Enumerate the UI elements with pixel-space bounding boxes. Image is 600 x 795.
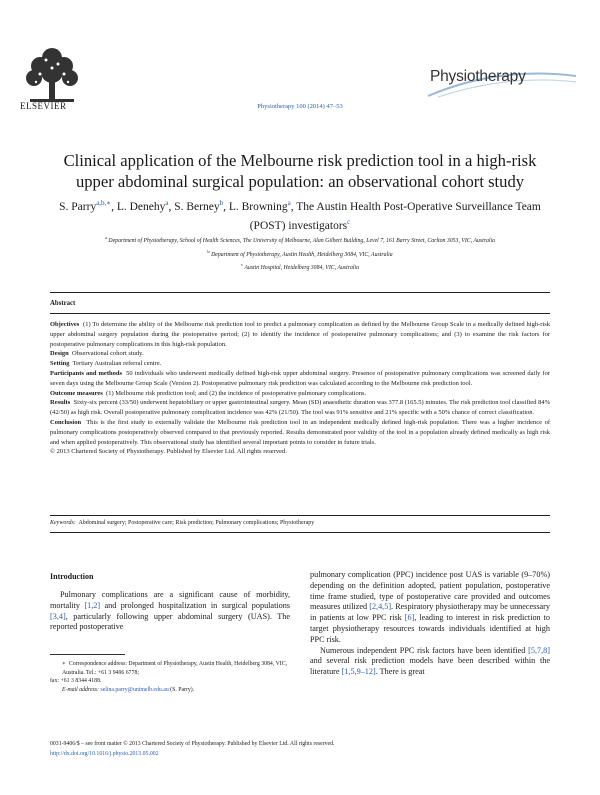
keywords: Keywords: Abdominal surgery; Postoperative care; Risk prediction; Pulmonary complications; Physiotherapy [50,520,315,526]
citation-link[interactable]: [5,7,8] [528,645,550,655]
intro-left-column: Pulmonary complications are a significant cause of morbidity, mortality [1,2] and prolonged hospitalization in surgical populations [3,4], particularly following upper abdominal surgery (UAS). The reported postoperative [50,590,290,632]
abstract-outcomes: Outcome measures (1) Melbourne risk prediction tool; and (2) the incidence of postoperative pulmonary complications. [50,389,367,397]
keywords-bottom-rule [50,532,550,533]
affiliation-c: $^c$ Austin Hospital, Heidelberg 3084, VIC, Australia [240,262,359,271]
author-name: L. Browning [228,200,288,213]
affiliation-b: $^b$ Department of Physiotherapy, Austin Health, Heidelberg 3084, VIC, Australia [207,248,393,258]
abstract-participants: Participants and methods 50 individuals who underwent medically defined high-risk upper abdominal surgery. Presence of postoperative pulmonary complications was screened daily for seven days using the Melbourne Group Scale (Version 2). Postoperative pulmonary risk prediction was calculated according to the Melbourne risk prediction tool. [50,369,551,387]
abstract-objectives: Objectives (1) To determine the ability of the Melbourne risk prediction tool to predict a pulmonary complication as defined by the Melbourne Group Scale in a medically defined high-risk upper abdominal surgery population during the postoperative period; (2) to identify the incidence of postoperative pulmonary complications; and (3) to examine the risk factors for postoperative pulmonary complications in this high-risk population. [50,321,550,348]
abstract-setting: Setting Tertiary Australian referral centre. [50,360,162,368]
email-link[interactable]: selina.parry@unimelb.edu.au [100,686,169,693]
author-list: S. Parry$^{a,b,∗}$, L. Denehy$^a$, S. Berney$^b$, L. Browning$^a$, The Austin Health Post-Operative Surveillance Team (POST) investigators$^c$ [59,199,541,232]
abstract-conclusion: Conclusion This is the first study to externally validate the Melbourne risk prediction tool in an independent medically defined high-risk population. There was a higher incidence of pulmonary complications postoperatively observed compared to that previously reported. Results demonstrated poor validity of the tool in a population already defined medically as high risk and when applied postoperatively. This observational study has identified several important points to consider in future trials. [50,418,551,446]
abstract-copyright: © 2013 Chartered Society of Physiotherapy. Published by Elsevier Ltd. All rights reserved. [50,448,287,456]
doi-link[interactable]: http://dx.doi.org/10.1016/j.physio.2013.05.002 [50,751,159,757]
author-name: S. Berney [174,200,220,213]
affiliation-a: $^a$ Department of Physiotherapy, School of Health Sciences, The University of Melbourne, Alan Gilbert Building, Level 7, 161 Barry Street, Carlton 3053, VIC, Australia [104,235,496,244]
author-name: S. Parry [59,200,97,213]
abstract-design: Design Observational cohort study. [50,350,144,358]
author-affil-link[interactable]: a,b,∗ [96,199,112,207]
abstract-body [50,320,550,457]
keywords-top-rule [50,515,550,516]
issn-line: 0031-9406/$ – see front matter © 2013 Chartered Society of Physiotherapy. Published by Elsevier Ltd. All rights reserved. [50,741,335,747]
publisher-name: ELSEVIER [20,101,67,111]
section-heading-introduction: Introduction [50,572,94,581]
author-name: L. Denehy [116,200,166,213]
citation-link[interactable]: [2,4,5] [369,602,392,612]
title-line-1: Clinical application of the Melbourne risk prediction tool in a high-risk [63,151,537,170]
journal-reference[interactable]: Physiotherapy 100 (2014) 47–53 [257,103,343,110]
journal-name: Physiotherapy [430,68,526,85]
citation-link[interactable]: [1,5,9–12] [341,667,376,677]
citation-link[interactable]: [6] [404,613,415,623]
author-affil-link[interactable]: a [165,199,169,207]
footnote-rule [50,654,125,655]
abstract-heading: Abstract [50,300,76,307]
author-affil-link[interactable]: a [287,199,291,207]
affiliations [40,233,560,274]
author-affil-link[interactable]: c [347,217,351,226]
correspondence-footnote: ∗ Correspondence address: Department of Physiotherapy, Austin Health, Heidelberg 3084, VIC, Australia. Tel.: +61 3 9496 6778; fax: +61 3 8344 4188. E-mail address: selina.parry@unimelb.edu.au (S. Parry). [50,661,288,693]
abstract-heading-rule [50,313,550,314]
abstract-top-rule [50,292,550,293]
article-title [40,150,560,192]
author-name: The Austin Health Post-Operative Surveillance Team (POST) investigators [249,200,541,232]
citation-link[interactable]: [1,2] [84,600,101,610]
intro-right-column: pulmonary complication (PPC) incidence post UAS is variable (9–70%) depending on the definition adopted, patient population, postoperative time frame studied, type of postoperative care provided and outcomes measures utilized [2,4,5]. Respiratory physiotherapy may be unnecessary in patients at low PPC risk [6], leading to interest in risk prediction to target physiotherapy resources towards individuals identified at high PPC risk. Numerous independent PPC risk factors have been identified [5,7,8] and several risk prediction models have been described within the literature [1,5,9–12]. There is great [310,570,551,677]
abstract-results: Results Sixty-six percent (33/50) underwent hepatobiliary or upper gastrointestinal surgery. Mean (SD) anaesthetic duration was 377.8 (165.5) minutes. The risk prediction tool classified 84% (42/50) as high risk. Overall postoperative pulmonary complication incidence was 42% (21/50). The tool was 91% sensitive and 21% specific with a 50% chance of correct classification. [50,399,550,417]
citation-link[interactable]: [3,4] [50,611,66,621]
author-affil-link[interactable]: b [219,199,224,207]
elsevier-tree-logo [20,44,84,106]
title-line-2: upper abdominal surgical population: an observational cohort study [75,172,525,191]
